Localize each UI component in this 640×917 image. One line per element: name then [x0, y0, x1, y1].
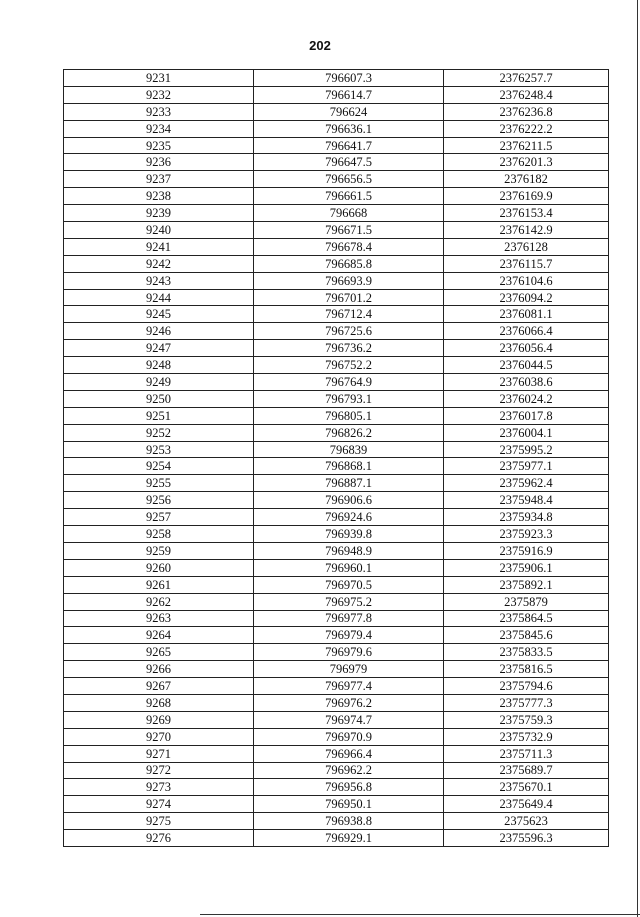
point-number-cell: 9235 — [64, 137, 254, 154]
table-row — [64, 593, 609, 610]
y-coordinate-cell: 2375711.3 — [444, 745, 609, 762]
point-number-cell: 9249 — [64, 374, 254, 391]
y-coordinate-cell: 2375623 — [444, 813, 609, 830]
point-number-cell: 9231 — [64, 70, 254, 87]
x-coordinate-cell: 796647.5 — [254, 154, 444, 171]
y-coordinate-cell: 2376248.4 — [444, 86, 609, 103]
y-coordinate-cell: 2375845.6 — [444, 627, 609, 644]
point-number-cell: 9245 — [64, 306, 254, 323]
table-row — [64, 492, 609, 509]
table-row — [64, 610, 609, 627]
x-coordinate-cell: 796793.1 — [254, 390, 444, 407]
point-number-cell: 9242 — [64, 255, 254, 272]
table-row — [64, 103, 609, 120]
point-number-cell: 9246 — [64, 323, 254, 340]
point-number-cell: 9263 — [64, 610, 254, 627]
point-number-cell: 9269 — [64, 711, 254, 728]
table-row — [64, 559, 609, 576]
y-coordinate-cell: 2375977.1 — [444, 458, 609, 475]
y-coordinate-cell: 2376004.1 — [444, 424, 609, 441]
y-coordinate-cell: 2375794.6 — [444, 678, 609, 695]
x-coordinate-cell: 796668 — [254, 205, 444, 222]
y-coordinate-cell: 2375879 — [444, 593, 609, 610]
x-coordinate-cell: 796764.9 — [254, 374, 444, 391]
point-number-cell: 9257 — [64, 509, 254, 526]
point-number-cell: 9276 — [64, 830, 254, 847]
y-coordinate-cell: 2376081.1 — [444, 306, 609, 323]
y-coordinate-cell: 2375759.3 — [444, 711, 609, 728]
y-coordinate-cell: 2376094.2 — [444, 289, 609, 306]
y-coordinate-cell: 2375892.1 — [444, 576, 609, 593]
point-number-cell: 9274 — [64, 796, 254, 813]
table-row — [64, 694, 609, 711]
point-number-cell: 9266 — [64, 661, 254, 678]
table-row — [64, 222, 609, 239]
table-row — [64, 407, 609, 424]
point-number-cell: 9244 — [64, 289, 254, 306]
point-number-cell: 9232 — [64, 86, 254, 103]
y-coordinate-cell: 2375923.3 — [444, 526, 609, 543]
y-coordinate-cell: 2375934.8 — [444, 509, 609, 526]
point-number-cell: 9233 — [64, 103, 254, 120]
y-coordinate-cell: 2375777.3 — [444, 694, 609, 711]
point-number-cell: 9255 — [64, 475, 254, 492]
point-number-cell: 9264 — [64, 627, 254, 644]
x-coordinate-cell: 796607.3 — [254, 70, 444, 87]
x-coordinate-cell: 796656.5 — [254, 171, 444, 188]
y-coordinate-cell: 2375916.9 — [444, 542, 609, 559]
y-coordinate-cell: 2375732.9 — [444, 728, 609, 745]
table-row — [64, 441, 609, 458]
x-coordinate-cell: 796839 — [254, 441, 444, 458]
point-number-cell: 9236 — [64, 154, 254, 171]
y-coordinate-cell: 2375649.4 — [444, 796, 609, 813]
x-coordinate-cell: 796624 — [254, 103, 444, 120]
table-row — [64, 644, 609, 661]
point-number-cell: 9256 — [64, 492, 254, 509]
point-number-cell: 9258 — [64, 526, 254, 543]
table-row — [64, 678, 609, 695]
x-coordinate-cell: 796970.9 — [254, 728, 444, 745]
table-row — [64, 813, 609, 830]
x-coordinate-cell: 796685.8 — [254, 255, 444, 272]
x-coordinate-cell: 796938.8 — [254, 813, 444, 830]
point-number-cell: 9275 — [64, 813, 254, 830]
table-row — [64, 120, 609, 137]
table-row — [64, 576, 609, 593]
x-coordinate-cell: 796661.5 — [254, 188, 444, 205]
coordinates-table — [63, 69, 609, 847]
x-coordinate-cell: 796887.1 — [254, 475, 444, 492]
table-row — [64, 458, 609, 475]
table-row — [64, 70, 609, 87]
table-row — [64, 728, 609, 745]
table-row — [64, 830, 609, 847]
y-coordinate-cell: 2375906.1 — [444, 559, 609, 576]
y-coordinate-cell: 2375864.5 — [444, 610, 609, 627]
point-number-cell: 9250 — [64, 390, 254, 407]
y-coordinate-cell: 2376104.6 — [444, 272, 609, 289]
y-coordinate-cell: 2376182 — [444, 171, 609, 188]
table-row — [64, 289, 609, 306]
x-coordinate-cell: 796956.8 — [254, 779, 444, 796]
x-coordinate-cell: 796977.8 — [254, 610, 444, 627]
table-row — [64, 526, 609, 543]
table-row — [64, 272, 609, 289]
x-coordinate-cell: 796939.8 — [254, 526, 444, 543]
point-number-cell: 9265 — [64, 644, 254, 661]
x-coordinate-cell: 796826.2 — [254, 424, 444, 441]
y-coordinate-cell: 2376169.9 — [444, 188, 609, 205]
table-row — [64, 627, 609, 644]
y-coordinate-cell: 2375816.5 — [444, 661, 609, 678]
x-coordinate-cell: 796752.2 — [254, 357, 444, 374]
y-coordinate-cell: 2375689.7 — [444, 762, 609, 779]
point-number-cell: 9239 — [64, 205, 254, 222]
y-coordinate-cell: 2376056.4 — [444, 340, 609, 357]
point-number-cell: 9272 — [64, 762, 254, 779]
point-number-cell: 9262 — [64, 593, 254, 610]
table-row — [64, 779, 609, 796]
x-coordinate-cell: 796924.6 — [254, 509, 444, 526]
x-coordinate-cell: 796725.6 — [254, 323, 444, 340]
table-row — [64, 796, 609, 813]
y-coordinate-cell: 2375833.5 — [444, 644, 609, 661]
x-coordinate-cell: 796693.9 — [254, 272, 444, 289]
x-coordinate-cell: 796974.7 — [254, 711, 444, 728]
point-number-cell: 9248 — [64, 357, 254, 374]
y-coordinate-cell: 2375596.3 — [444, 830, 609, 847]
x-coordinate-cell: 796979.6 — [254, 644, 444, 661]
y-coordinate-cell: 2376038.6 — [444, 374, 609, 391]
table-row — [64, 661, 609, 678]
y-coordinate-cell: 2375948.4 — [444, 492, 609, 509]
x-coordinate-cell: 796712.4 — [254, 306, 444, 323]
x-coordinate-cell: 796975.2 — [254, 593, 444, 610]
x-coordinate-cell: 796906.6 — [254, 492, 444, 509]
point-number-cell: 9238 — [64, 188, 254, 205]
table-row — [64, 238, 609, 255]
x-coordinate-cell: 796636.1 — [254, 120, 444, 137]
point-number-cell: 9237 — [64, 171, 254, 188]
x-coordinate-cell: 796948.9 — [254, 542, 444, 559]
point-number-cell: 9273 — [64, 779, 254, 796]
y-coordinate-cell: 2376128 — [444, 238, 609, 255]
x-coordinate-cell: 796966.4 — [254, 745, 444, 762]
table-row — [64, 762, 609, 779]
y-coordinate-cell: 2375962.4 — [444, 475, 609, 492]
point-number-cell: 9251 — [64, 407, 254, 424]
table-row — [64, 340, 609, 357]
x-coordinate-cell: 796960.1 — [254, 559, 444, 576]
x-coordinate-cell: 796962.2 — [254, 762, 444, 779]
point-number-cell: 9268 — [64, 694, 254, 711]
table-row — [64, 154, 609, 171]
x-coordinate-cell: 796805.1 — [254, 407, 444, 424]
y-coordinate-cell: 2376024.2 — [444, 390, 609, 407]
scan-edge-bottom — [200, 914, 640, 915]
y-coordinate-cell: 2376222.2 — [444, 120, 609, 137]
scan-edge-right — [637, 0, 638, 917]
point-number-cell: 9253 — [64, 441, 254, 458]
point-number-cell: 9240 — [64, 222, 254, 239]
table-row — [64, 188, 609, 205]
x-coordinate-cell: 796868.1 — [254, 458, 444, 475]
point-number-cell: 9260 — [64, 559, 254, 576]
x-coordinate-cell: 796950.1 — [254, 796, 444, 813]
y-coordinate-cell: 2376142.9 — [444, 222, 609, 239]
table-row — [64, 509, 609, 526]
point-number-cell: 9271 — [64, 745, 254, 762]
coordinates-table-body — [64, 70, 609, 847]
table-row — [64, 137, 609, 154]
y-coordinate-cell: 2376066.4 — [444, 323, 609, 340]
point-number-cell: 9234 — [64, 120, 254, 137]
point-number-cell: 9261 — [64, 576, 254, 593]
table-row — [64, 306, 609, 323]
y-coordinate-cell: 2376257.7 — [444, 70, 609, 87]
x-coordinate-cell: 796701.2 — [254, 289, 444, 306]
y-coordinate-cell: 2376115.7 — [444, 255, 609, 272]
table-row — [64, 323, 609, 340]
point-number-cell: 9259 — [64, 542, 254, 559]
point-number-cell: 9243 — [64, 272, 254, 289]
y-coordinate-cell: 2376017.8 — [444, 407, 609, 424]
x-coordinate-cell: 796976.2 — [254, 694, 444, 711]
x-coordinate-cell: 796736.2 — [254, 340, 444, 357]
y-coordinate-cell: 2376044.5 — [444, 357, 609, 374]
table-row — [64, 542, 609, 559]
point-number-cell: 9241 — [64, 238, 254, 255]
table-row — [64, 711, 609, 728]
y-coordinate-cell: 2375995.2 — [444, 441, 609, 458]
table-row — [64, 390, 609, 407]
x-coordinate-cell: 796977.4 — [254, 678, 444, 695]
y-coordinate-cell: 2376211.5 — [444, 137, 609, 154]
x-coordinate-cell: 796929.1 — [254, 830, 444, 847]
table-row — [64, 475, 609, 492]
table-row — [64, 255, 609, 272]
x-coordinate-cell: 796614.7 — [254, 86, 444, 103]
table-row — [64, 745, 609, 762]
y-coordinate-cell: 2376236.8 — [444, 103, 609, 120]
point-number-cell: 9267 — [64, 678, 254, 695]
y-coordinate-cell: 2375670.1 — [444, 779, 609, 796]
point-number-cell: 9254 — [64, 458, 254, 475]
table-row — [64, 205, 609, 222]
x-coordinate-cell: 796979.4 — [254, 627, 444, 644]
y-coordinate-cell: 2376201.3 — [444, 154, 609, 171]
point-number-cell: 9270 — [64, 728, 254, 745]
table-row — [64, 374, 609, 391]
point-number-cell: 9247 — [64, 340, 254, 357]
table-row — [64, 171, 609, 188]
table-row — [64, 357, 609, 374]
x-coordinate-cell: 796641.7 — [254, 137, 444, 154]
x-coordinate-cell: 796678.4 — [254, 238, 444, 255]
page-number: 202 — [309, 38, 331, 53]
x-coordinate-cell: 796979 — [254, 661, 444, 678]
table-row — [64, 424, 609, 441]
x-coordinate-cell: 796671.5 — [254, 222, 444, 239]
table-row — [64, 86, 609, 103]
y-coordinate-cell: 2376153.4 — [444, 205, 609, 222]
x-coordinate-cell: 796970.5 — [254, 576, 444, 593]
point-number-cell: 9252 — [64, 424, 254, 441]
